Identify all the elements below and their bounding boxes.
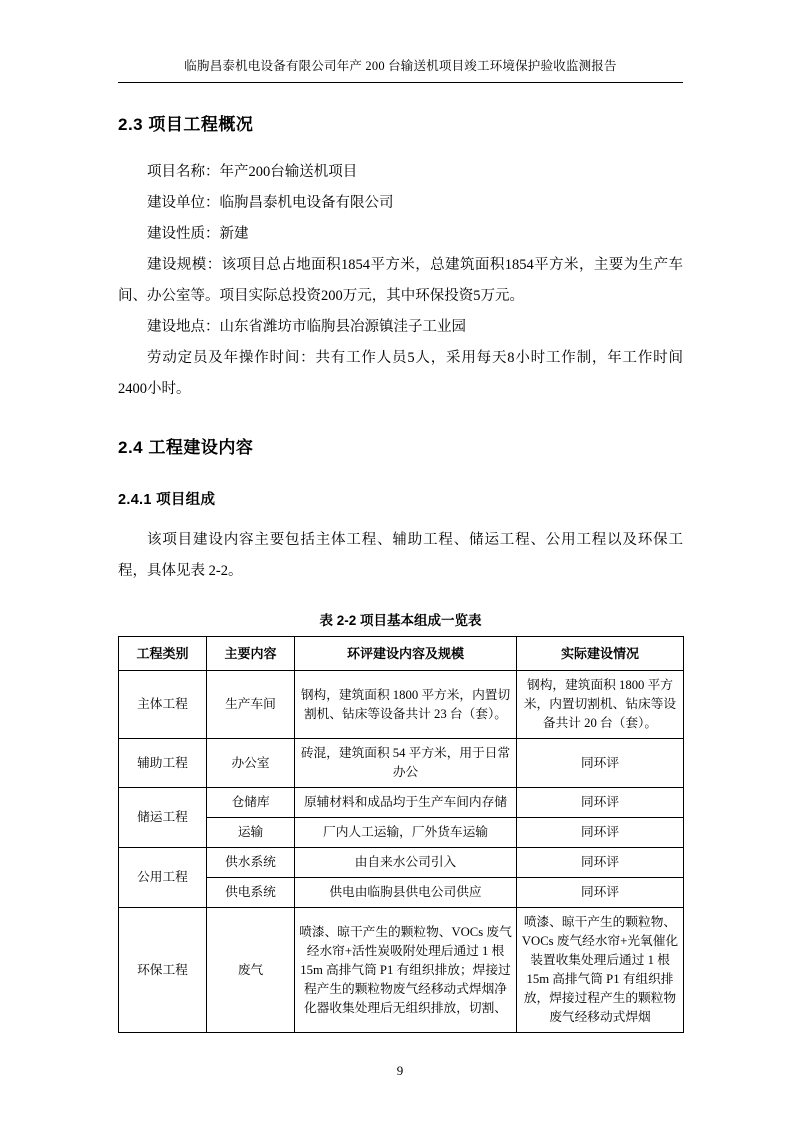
cell-category: 环保工程	[119, 908, 207, 1033]
table-header-row	[119, 637, 684, 671]
cell-eia: 钢构，建筑面积 1800 平方米，内置切割机、钻床等设备共计 23 台（套）。	[295, 671, 517, 739]
spacer	[118, 135, 683, 157]
construction-unit-line: 建设单位：临朐昌泰机电设备有限公司	[147, 195, 394, 211]
section-heading-2-4-1: 2.4.1 项目组成	[118, 492, 216, 508]
cell-actual: 同环评	[517, 739, 684, 788]
cell-actual: 喷漆、晾干产生的颗粒物、VOCs 废气经水帘+光氧催化装置收集处理后通过 1 根 15m 高排气筒 P1 有组织排放，焊接过程产生的颗粒物废气经移动式焊烟	[517, 908, 684, 1033]
cell-actual: 同环评	[517, 818, 684, 848]
cell-category: 主体工程	[119, 671, 207, 739]
table-row	[119, 848, 684, 878]
cell-actual: 同环评	[517, 848, 684, 878]
cell-actual: 钢构，建筑面积 1800 平方米，内置切割机、钻床等设备共计 20 台（套）。	[517, 671, 684, 739]
project-composition-table	[118, 636, 684, 1033]
construction-scale-line: 建设规模：该项目总占地面积1854平方米，总建筑面积1854平方米，主要为生产车间、办公室等。项目实际总投资200万元，其中环保投资5万元。	[118, 257, 683, 304]
table-row	[119, 739, 684, 788]
cell-content: 废气	[207, 908, 295, 1033]
project-name-line: 项目名称：年产200台输送机项目	[147, 164, 358, 180]
cell-actual: 同环评	[517, 878, 684, 908]
cell-content: 供电系统	[207, 878, 295, 908]
page-header	[118, 58, 683, 76]
cell-eia: 原辅材料和成品均于生产车间内存储	[295, 788, 517, 818]
header-divider	[118, 82, 683, 83]
spacer	[118, 587, 683, 609]
spacer	[118, 509, 683, 525]
running-head: 临朐昌泰机电设备有限公司年产 200 台输送机项目竣工环境保护验收监测报告	[184, 59, 617, 73]
cell-content: 供水系统	[207, 848, 295, 878]
page-number: 9	[396, 1063, 404, 1078]
labor-hours-line: 劳动定员及年操作时间：共有工作人员5人，采用每天8小时工作制，年工作时间2400小时。	[118, 350, 683, 397]
project-composition-paragraph: 该项目建设内容主要包括主体工程、辅助工程、储运工程、公用工程以及环保工程，具体见表 2-2。	[118, 532, 683, 579]
cell-eia: 厂内人工运输，厂外货车运输	[295, 818, 517, 848]
cell-category: 辅助工程	[119, 739, 207, 788]
cell-eia: 喷漆、晾干产生的颗粒物、VOCs 废气经水帘+活性炭吸附处理后通过 1 根 15m 高排气筒 P1 有组织排放；焊接过程产生的颗粒物废气经移动式焊烟净化器收集处理后无组织排放，切割、	[295, 908, 517, 1033]
section-heading-2-4: 2.4 工程建设内容	[118, 438, 254, 457]
cell-category: 公用工程	[119, 848, 207, 908]
construction-site-line: 建设地点：山东省潍坊市临朐县冶源镇洼子工业园	[147, 319, 466, 335]
section-heading-2-3: 2.3 项目工程概况	[118, 115, 254, 134]
page-content	[118, 110, 683, 1033]
table-row	[119, 671, 684, 739]
table-header-cell: 实际建设情况	[517, 637, 684, 671]
table-header-cell: 主要内容	[207, 637, 295, 671]
construction-nature-line: 建设性质：新建	[147, 226, 249, 242]
cell-eia: 供电由临朐县供电公司供应	[295, 878, 517, 908]
cell-content: 生产车间	[207, 671, 295, 739]
cell-category: 储运工程	[119, 788, 207, 848]
cell-content: 运输	[207, 818, 295, 848]
table-row	[119, 908, 684, 1033]
cell-actual: 同环评	[517, 788, 684, 818]
cell-eia: 由自来水公司引入	[295, 848, 517, 878]
spacer	[118, 405, 683, 433]
table-header-cell: 工程类别	[119, 637, 207, 671]
table-caption: 表 2-2 项目基本组成一览表	[319, 613, 482, 628]
table-header-cell: 环评建设内容及规模	[295, 637, 517, 671]
cell-eia: 砖混，建筑面积 54 平方米，用于日常办公	[295, 739, 517, 788]
spacer	[118, 458, 683, 488]
table-row	[119, 788, 684, 818]
cell-content: 仓储库	[207, 788, 295, 818]
cell-content: 办公室	[207, 739, 295, 788]
